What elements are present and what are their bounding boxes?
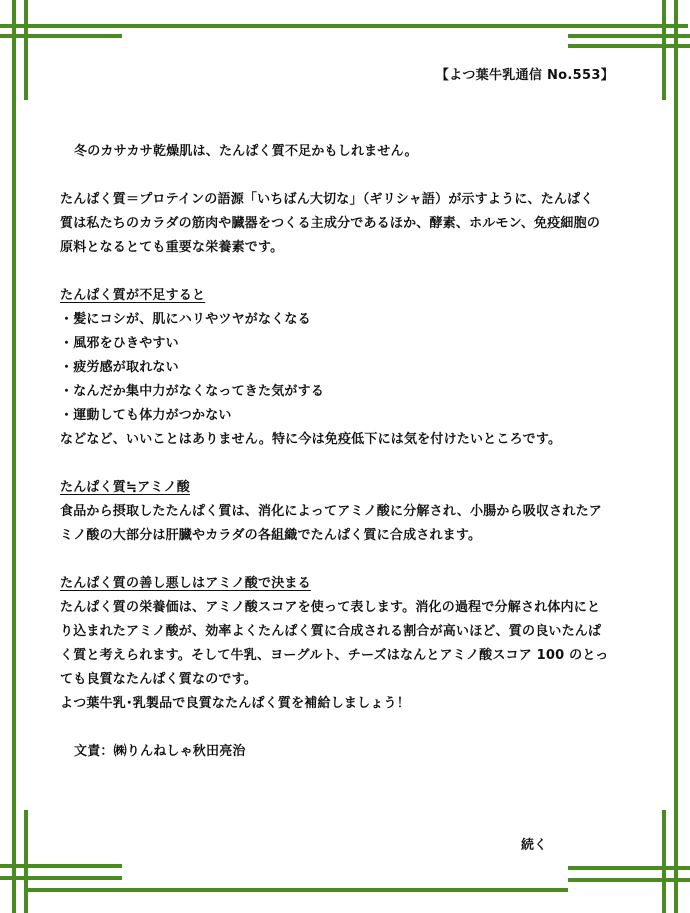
frame-line [568, 866, 690, 870]
bullet-item: ・運動しても体力がつかない [60, 408, 232, 423]
frame-line [122, 24, 688, 28]
frame-line [0, 864, 122, 868]
paragraph-line: たんぱく質＝プロテインの語源「いちばん大切な」（ギリシャ語）が示すように、たんぱく [60, 192, 594, 207]
frame-line [568, 878, 690, 882]
article-body [60, 140, 635, 764]
paragraph-line: などなど、いいことはありません。特に今は免疫低下には気を付けたいところです。 [60, 432, 562, 447]
paragraph-line: く質と考えられます。そして牛乳、ヨーグルト、チーズはなんとアミノ酸スコア 100 のとっ [60, 648, 609, 663]
paragraph-line: 原料となるとても重要な栄養素です。 [60, 240, 284, 255]
frame-line [24, 0, 28, 100]
section-heading: たんぱく質≒アミノ酸 [60, 480, 190, 495]
paragraph-line: たんぱく質の栄養価は、アミノ酸スコアを使って表します。消化の過程で分解され体内にと [60, 600, 601, 615]
section-heading: たんぱく質の善し悪しはアミノ酸で決まる [60, 576, 311, 591]
frame-line [674, 810, 678, 913]
frame-line [662, 810, 666, 913]
frame-line [674, 100, 678, 810]
paragraph-line: 食品から摂取したたんぱく質は、消化によってアミノ酸に分解され、小腸から吸収されたア [60, 504, 602, 519]
frame-line [662, 0, 666, 100]
frame-line [0, 876, 122, 880]
bullet-item: ・疲労感が取れない [60, 360, 179, 375]
frame-line [12, 810, 16, 913]
frame-line [12, 100, 16, 810]
bullet-item: ・風邪をひきやすい [60, 336, 179, 351]
bullet-item: ・なんだか集中力がなくなってきた気がする [60, 384, 325, 399]
section-heading: たんぱく質が不足すると [60, 288, 206, 303]
frame-line [0, 24, 122, 28]
frame-line [674, 0, 678, 100]
frame-line [12, 0, 16, 100]
paragraph-line: り込まれたアミノ酸が、効率よくたんぱく質に合成される割合が高いほど、質の良いたんぱ [60, 624, 602, 639]
paragraph-line: ても良質なたんぱく質なのです。 [60, 672, 257, 687]
frame-line [24, 810, 28, 913]
continued-label: 続く [521, 838, 548, 853]
paragraph-line: よつ葉牛乳･乳製品で良質なたんぱく質を補給しましょう！ [60, 696, 410, 711]
frame-line [568, 34, 690, 38]
frame-line [568, 44, 690, 48]
byline: 文責：㈱りんねしゃ秋田亮治 [74, 744, 246, 759]
frame-line [0, 34, 122, 38]
frame-line [28, 888, 568, 892]
newsletter-issue-title: 【よつ葉牛乳通信 No.553】 [435, 68, 614, 83]
paragraph-line: 質は私たちのカラダの筋肉や臓器をつくる主成分であるほか、酵素、ホルモン、免疫細胞の [60, 216, 601, 231]
intro-line: 冬のカサカサ乾燥肌は、たんぱく質不足かもしれません。 [74, 144, 418, 159]
paragraph-line: ミノ酸の大部分は肝臓やカラダの各組織でたんぱく質に合成されます。 [60, 528, 482, 543]
bullet-item: ・髪にコシが、肌にハリやツヤがなくなる [60, 312, 311, 327]
